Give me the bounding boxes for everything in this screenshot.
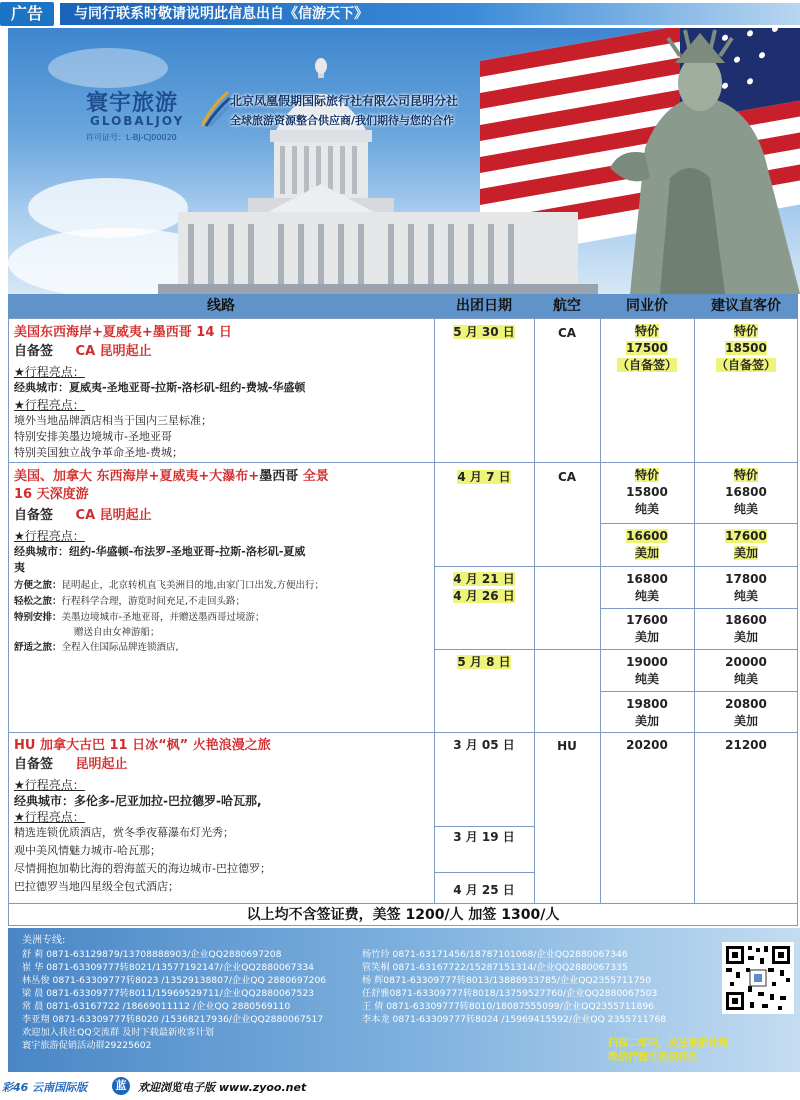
price-note: （自备签） <box>715 358 776 372</box>
peer-price <box>600 467 694 518</box>
cities-line-end: 夷 <box>14 561 25 574</box>
contact-line: 常 晨 0871-63167722 /18669011112 /企业QQ 2880569110 <box>22 1001 291 1012</box>
notice-banner: 与同行联系时敬请说明此信息出自《信游天下》 <box>60 3 800 25</box>
price-note: 纯美 <box>634 672 659 686</box>
visa-type: 自备签 <box>14 508 54 523</box>
departure-date: 3 月 19 日 <box>453 830 515 844</box>
detail-text: 美墨边境城市-圣地亚哥，并赠送墨西哥过境游； <box>61 612 265 623</box>
column-divider <box>434 318 435 904</box>
globaljoy-logo-icon <box>198 88 232 128</box>
header-date: 出团日期 <box>456 298 512 314</box>
price-note: 美加 <box>733 546 758 560</box>
peer-price: 20200 <box>626 738 668 752</box>
detail-text: 全程入住国际品牌连锁酒店, <box>61 642 179 653</box>
wechat-qr-code[interactable] <box>722 942 794 1014</box>
detail-line: 赠送自由女神游船； <box>74 627 160 638</box>
price-value: 19000 <box>626 655 668 669</box>
retail-price: 21200 <box>725 738 767 752</box>
visa-fee-note: 以上均不含签证费，美签 1200/人 加签 1300/人 <box>8 904 798 926</box>
highlight-heading: ★行程亮点： <box>14 398 85 412</box>
qq-group-note: 欢迎加入我社QQ交流群 及时下载最新收客计划 <box>22 1027 214 1038</box>
airline-code: HU <box>557 739 577 753</box>
price-value: 16800 <box>725 485 767 499</box>
highlight-heading: ★行程亮点： <box>14 810 85 824</box>
cell-divider <box>434 826 534 827</box>
route-title-part: 墨西哥 <box>259 469 299 484</box>
header-airline: 航空 <box>553 298 581 314</box>
cities-line <box>14 793 262 809</box>
cities-list: 夏威夷-圣地亚哥-拉斯-洛杉矶-纽约-费城-华盛顿 <box>69 381 306 394</box>
column-divider <box>694 318 695 904</box>
price-value: 16800 <box>626 572 668 586</box>
departure-date-text: 4 月 7 日 <box>457 470 511 484</box>
price-tag: 特价 <box>733 324 758 338</box>
price-note: （自备签） <box>616 358 677 372</box>
table-header <box>8 294 798 318</box>
departure-date: 3 月 05 日 <box>453 738 515 752</box>
brand-logo <box>86 86 236 158</box>
price-note: 纯美 <box>634 502 659 516</box>
company-slogan: 全球旅游资源整合供应商/我们期待与您的合作 <box>230 114 455 127</box>
detail-label: 方便之旅： <box>14 580 62 591</box>
price-value: 16600 <box>626 529 668 543</box>
column-divider <box>600 318 601 904</box>
cell-divider <box>600 608 798 609</box>
peer-price <box>600 654 694 688</box>
retail-price <box>694 467 798 518</box>
price-value: 17800 <box>725 572 767 586</box>
page-number: 彩46 云南国际版 <box>2 1081 88 1094</box>
departure-date <box>434 571 534 605</box>
route-title <box>14 468 430 485</box>
qr-caption: 微信行程可直接转发 <box>608 1052 698 1063</box>
price-note: 纯美 <box>733 589 758 603</box>
cell-divider <box>434 566 798 567</box>
price-value: 19800 <box>626 697 668 711</box>
cities-list: 纽约-华盛顿-布法罗-圣地亚哥-拉斯-洛杉矶-夏威 <box>69 545 306 558</box>
header-route: 线路 <box>207 298 235 314</box>
highlight-point: 巴拉德罗当地四星级全包式酒店； <box>14 880 179 893</box>
peer-price <box>600 528 694 562</box>
detail-line <box>14 595 245 609</box>
contact-line: 崔 华 0871-63309777转8021/13577192147/企业QQ2880067334 <box>22 962 315 973</box>
departure-date: 4 月 25 日 <box>453 883 515 897</box>
departure-date <box>434 654 534 671</box>
brand-name-cn: 寰宇旅游 <box>86 91 179 116</box>
route-title: 美国东西海岸+夏威夷+墨西哥 14 日 <box>14 325 232 340</box>
highlight-point: 精选连锁优质酒店，赏冬季夜幕瀑布灯光秀； <box>14 826 234 839</box>
cloud <box>48 48 168 88</box>
route-title-part: 全景 <box>298 469 329 484</box>
departure-date-text: 5 月 8 日 <box>457 655 511 669</box>
retail-price <box>694 654 798 688</box>
contact-line: 王 倩 0871-63309777转8010/18087555099/企业QQ2355711896 <box>362 1001 655 1012</box>
contact-line: 任舒雅0871-63309777转8018/13759527760/企业QQ2880067503 <box>362 988 658 999</box>
page-footer <box>0 1074 800 1100</box>
highlight-heading: ★行程亮点： <box>14 529 85 543</box>
visa-line <box>14 343 152 361</box>
visa-type: 自备签 <box>14 757 54 772</box>
peer-price <box>600 612 694 646</box>
contacts-panel <box>8 928 800 1072</box>
detail-line <box>14 579 324 593</box>
highlight-heading: ★行程亮点： <box>14 365 85 379</box>
detail-label: 轻松之旅： <box>14 596 62 607</box>
row-divider <box>8 732 798 733</box>
retail-price <box>694 323 798 374</box>
license-number: 许可证号：L-BJ-CJ00020 <box>86 133 177 142</box>
detail-label: 舒适之旅： <box>14 642 62 653</box>
statue-of-liberty-image <box>550 28 800 294</box>
retail-price <box>694 696 798 730</box>
top-bar <box>0 0 800 28</box>
hero-banner <box>8 28 800 294</box>
cities-line <box>14 544 305 560</box>
cell-divider <box>600 523 798 524</box>
detail-text: 行程科学合理，游览时间充足,不走回头路； <box>61 596 246 607</box>
peer-price <box>600 323 694 374</box>
departure-date-text: 4 月 26 日 <box>453 589 515 603</box>
route-title-line2: 16 天深度游 <box>14 487 89 502</box>
qr-caption: 扫描二维码，关注最新计划 <box>608 1038 728 1049</box>
detail-line <box>14 641 179 655</box>
highlight-point: 尽情拥抱加勒比海的碧海蓝天的海边城市-巴拉德罗； <box>14 862 271 875</box>
visa-line <box>14 756 128 774</box>
header-retail-price: 建议直客价 <box>711 298 781 314</box>
price-value: 20000 <box>725 655 767 669</box>
price-note: 美加 <box>733 714 758 728</box>
detail-line <box>14 611 264 625</box>
contact-line: 梁 晨 0871-63309777转8011/15969529711/企业QQ2880067523 <box>22 988 315 999</box>
price-value: 15800 <box>626 485 668 499</box>
price-note: 美加 <box>634 546 659 560</box>
cities-line <box>14 380 305 396</box>
qq-group-number: 寰宇旅游促销活动群29225602 <box>22 1040 152 1051</box>
price-tag: 特价 <box>634 468 659 482</box>
edition-badge: 蓝 <box>112 1077 130 1095</box>
peer-price <box>600 571 694 605</box>
cell-divider <box>434 872 534 873</box>
ad-tag: 广告 <box>0 2 54 26</box>
visa-type: 自备签 <box>14 344 54 359</box>
price-value: 17500 <box>626 341 668 355</box>
highlight-point: 特别美国独立战争革命圣地-费城； <box>14 446 183 459</box>
price-note: 美加 <box>634 630 659 644</box>
detail-label: 特别安排： <box>14 612 62 623</box>
peer-price <box>600 696 694 730</box>
retail-price <box>694 528 798 562</box>
cities-label: 经典城市： <box>14 381 69 394</box>
price-note: 美加 <box>634 714 659 728</box>
departure-date <box>434 324 534 341</box>
brand-name-en: GLOBALJOY <box>90 114 185 128</box>
price-note: 纯美 <box>634 589 659 603</box>
departure-date-text: 5 月 30 日 <box>453 325 515 339</box>
website-link[interactable]: 欢迎浏览电子版 www.zyoo.net <box>138 1081 307 1094</box>
cell-divider <box>600 691 798 692</box>
retail-price <box>694 612 798 646</box>
departure-date <box>434 469 534 486</box>
cell-divider <box>434 649 798 650</box>
column-divider <box>534 318 535 904</box>
capitol-building-image <box>158 38 598 294</box>
price-value: 17600 <box>626 613 668 627</box>
price-value: 20800 <box>725 697 767 711</box>
contact-line: 杨竹玲 0871-63171456/18787101068/企业QQ2880067346 <box>362 949 628 960</box>
price-note: 纯美 <box>733 672 758 686</box>
detail-text: 昆明起止，北京转机直飞美洲目的地,由家门口出发,方便出行； <box>61 580 325 591</box>
contacts-label: 美洲专线: <box>22 935 66 946</box>
highlight-point: 特别安排美墨边境城市-圣地亚哥 <box>14 430 172 443</box>
visa-note: CA 昆明起止 <box>75 344 152 359</box>
airline-code: CA <box>557 326 577 340</box>
airline-code: CA <box>557 470 577 484</box>
price-tag: 特价 <box>733 468 758 482</box>
visa-note: CA 昆明起止 <box>75 508 152 523</box>
price-note: 美加 <box>733 630 758 644</box>
company-name: 北京凤凰假期国际旅行社有限公司昆明分社 <box>230 94 459 108</box>
visa-line <box>14 507 152 525</box>
visa-note: 昆明起止 <box>75 757 128 772</box>
contact-line: 李亚翔 0871-63309777转8020 /15368217936/企业QQ2880067517 <box>22 1014 324 1025</box>
route-title-part: 美国、加拿大 东西海岸+夏威夷+大瀑布+ <box>14 469 260 484</box>
price-tag: 特价 <box>634 324 659 338</box>
row-divider <box>8 462 798 463</box>
price-value: 18600 <box>725 613 767 627</box>
cities-label: 经典城市： <box>14 545 69 558</box>
price-value: 18500 <box>725 341 767 355</box>
cities-list: 多伦多-尼亚加拉-巴拉德罗-哈瓦那, <box>74 794 262 808</box>
price-note: 纯美 <box>733 502 758 516</box>
highlight-point: 境外当地品牌酒店相当于国内三星标准； <box>14 414 212 427</box>
retail-price <box>694 571 798 605</box>
contact-line: 杨 辉0871-63309777转8013/13888933785/企业QQ2355711750 <box>362 975 652 986</box>
contact-line: 林丛俊 0871-63309777转8023 /13529138807/企业QQ 2880697206 <box>22 975 327 986</box>
route-title: HU 加拿大古巴 11 日冰“枫” 火艳浪漫之旅 <box>14 738 271 753</box>
cities-label: 经典城市： <box>14 794 75 808</box>
header-peer-price: 同业价 <box>626 298 668 314</box>
contact-line: 管笑桐 0871-63167722/15287151314/企业QQ2880067335 <box>362 962 628 973</box>
price-value: 17600 <box>725 529 767 543</box>
highlight-point: 观中美风情魅力城市-哈瓦那； <box>14 844 161 857</box>
departure-date-text: 4 月 21 日 <box>453 572 515 586</box>
contact-line: 李本龙 0871-63309777转8024 /15969415592/企业QQ 2355711768 <box>362 1014 667 1025</box>
contact-line: 舒 莉 0871-63129879/13708888903/企业QQ2880697208 <box>22 949 282 960</box>
highlight-heading: ★行程亮点： <box>14 778 85 792</box>
